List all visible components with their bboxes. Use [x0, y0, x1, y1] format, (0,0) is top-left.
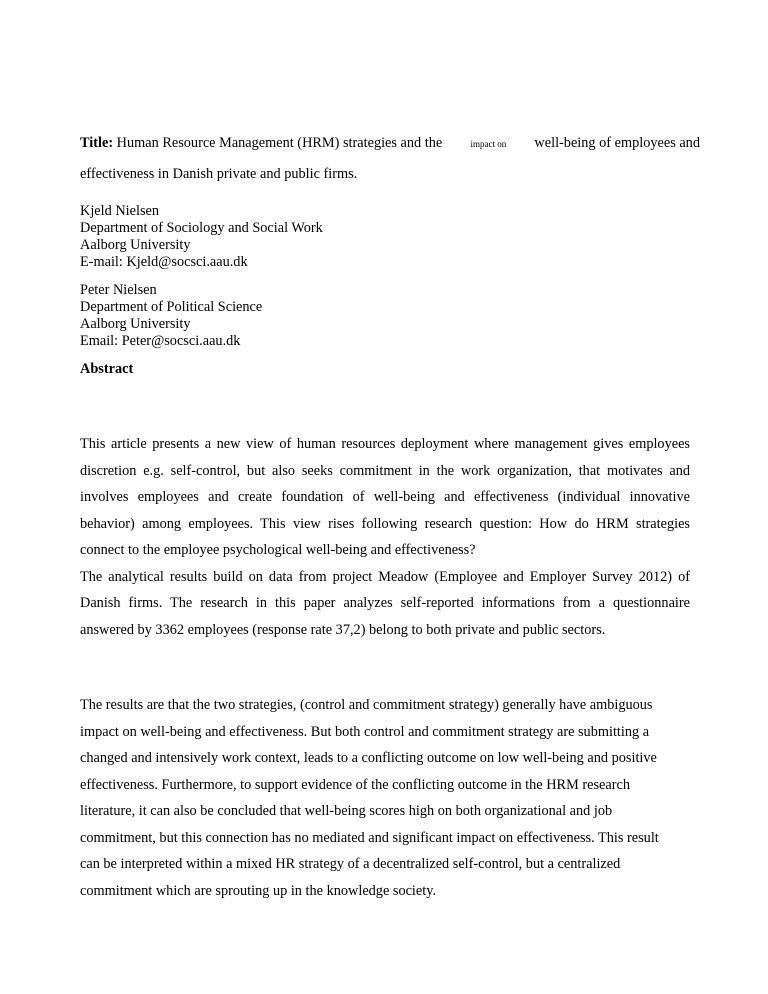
abstract-paragraph-2: [80, 692, 690, 904]
author-name: Peter Nielsen: [80, 282, 157, 298]
abstract-paragraph-1: [80, 431, 690, 643]
text-line: This article presents a new view of human resources deployment where management gives employees: [80, 436, 690, 452]
title-small-text: impact on: [470, 139, 507, 149]
text-line: changed and intensively work context, leads to a conflicting outcome on low well-being and positive: [80, 750, 657, 766]
abstract-heading: Abstract: [80, 361, 134, 377]
author-block-1: [80, 203, 323, 271]
text-line: impact on well-being and effectiveness. But both control and commitment strategy are submitting a: [80, 723, 650, 740]
text-line: The results are that the two strategies, (control and commitment strategy) generally have ambiguous: [80, 697, 653, 713]
text-line: answered by 3362 employees (response rate 37,2) belong to both private and public sectors.: [80, 621, 606, 638]
author-block-2: [80, 282, 262, 350]
text-line: connect to the employee psychological well-being and effectiveness?: [80, 542, 476, 558]
title-text-part1: Human Resource Management (HRM) strategies and the: [116, 135, 443, 151]
paper-title: [80, 128, 700, 189]
title-line-2: effectiveness in Danish private and public firms.: [80, 166, 358, 182]
text-line: effectiveness. Furthermore, to support evidence of the conflicting outcome in the HRM research: [80, 776, 630, 793]
text-line: literature, it can also be concluded that well-being scores high on both organizational and job: [80, 803, 613, 819]
text-line: involves employees and create foundation of well-being and effectiveness (individual innovative: [80, 489, 690, 505]
author-department: Department of Political Science: [80, 299, 263, 315]
author-name: Kjeld Nielsen: [80, 203, 160, 219]
author-email: Email: Peter@socsci.aau.dk: [80, 333, 241, 349]
author-email: E-mail: Kjeld@socsci.aau.dk: [80, 254, 248, 270]
title-text-part2: well-being of employees and: [534, 135, 700, 151]
text-line: discretion e.g. self-control, but also seeks commitment in the work organization, that motivates and: [80, 462, 690, 479]
text-line: behavior) among employees. This view rises following research question: How do HRM strategies: [80, 515, 690, 532]
title-line-1: [80, 128, 700, 159]
title-label: Title:: [80, 135, 114, 151]
text-line: commitment, but this connection has no mediated and significant impact on effectiveness. This result: [80, 829, 659, 846]
text-line: commitment which are sprouting up in the knowledge society.: [80, 882, 437, 899]
author-department: Department of Sociology and Social Work: [80, 220, 323, 236]
author-university: Aalborg University: [80, 237, 191, 253]
text-line: Danish firms. The research in this paper analyzes self-reported informations from a questionnaire: [80, 595, 690, 611]
text-line: can be interpreted within a mixed HR strategy of a decentralized self-control, but a centralized: [80, 856, 621, 872]
author-university: Aalborg University: [80, 316, 191, 332]
text-line: The analytical results build on data from project Meadow (Employee and Employer Survey 2012) of: [80, 568, 690, 585]
